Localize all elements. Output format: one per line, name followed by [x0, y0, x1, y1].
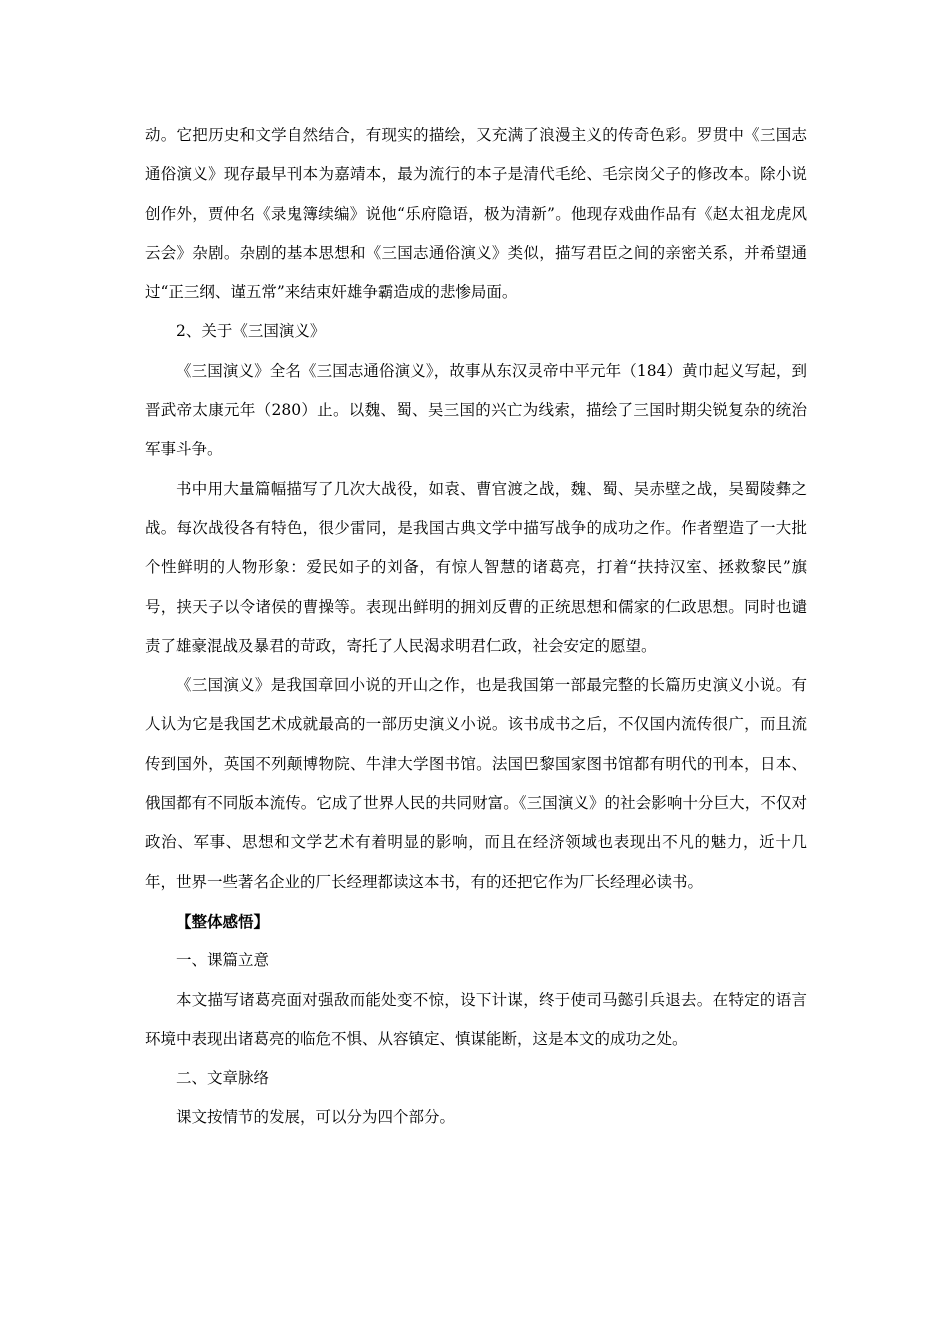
sanguo-battles-paragraph: 书中用大量篇幅描写了几次大战役，如袁、曹官渡之战，魏、蜀、吴赤壁之战，吴蜀陵彝之战。每次战役各有特色，很少雷同，是我国古典文学中描写战争的成功之作。作者塑造了一大批个性鲜明的人物形象：爱民如子的刘备，有惊人智慧的诸葛亮，打着“扶持汉室、拯救黎民”旗号，挟天子以令诸侯的曹操等。表现出鲜明的拥刘反曹的正统思想和儒家的仁政思想。同时也谴责了雄豪混战及暴君的苛政，寄托了人民渴求明君仁政，社会安定的愿望。	[145, 479, 807, 655]
section-heading-about-sanguo: 2、关于《三国演义》	[176, 322, 326, 341]
structure-paragraph: 课文按情节的发展，可以分为四个部分。	[176, 1108, 456, 1127]
overall-perception-heading: 【整体感悟】	[176, 911, 270, 931]
document-page	[145, 116, 807, 1138]
sanguo-summary-paragraph: 《三国演义》全名《三国志通俗演义》，故事从东汉灵帝中平元年（184）黄巾起义写起，到晋武帝太康元年（280）止。以魏、蜀、吴三国的兴亡为线索，描绘了三国时期尖锐复杂的统治军事斗争。	[145, 361, 807, 459]
theme-paragraph: 本文描写诸葛亮面对强敌而能处变不惊，设下计谋，终于使司马懿引兵退去。在特定的语言环境中表现出诸葛亮的临危不惧、从容镇定、慎谋能断，这是本文的成功之处。	[145, 990, 807, 1048]
sanguo-influence-paragraph: 《三国演义》是我国章回小说的开山之作，也是我国第一部最完整的长篇历史演义小说。有人认为它是我国艺术成就最高的一部历史演义小说。该书成书之后，不仅国内流传很广，而且流传到国外，英国不列颠博物院、牛津大学图书馆。法国巴黎国家图书馆都有明代的刊本，日本、俄国都有不同版本流传。它成了世界人民的共同财富。《三国演义》的社会影响十分巨大，不仅对政治、军事、思想和文学艺术有着明显的影响，而且在经济领域也表现出不凡的魅力，近十几年，世界一些著名企业的厂长经理都读这本书，有的还把它作为厂长经理必读书。	[145, 676, 807, 891]
theme-subheading: 一、课篇立意	[176, 951, 270, 970]
structure-subheading: 二、文章脉络	[176, 1069, 270, 1088]
intro-continuation-paragraph: 动。它把历史和文学自然结合，有现实的描绘，又充满了浪漫主义的传奇色彩。罗贯中《三国志通俗演义》现存最早刊本为嘉靖本，最为流行的本子是清代毛纶、毛宗岗父子的修改本。除小说创作外，贾仲名《录鬼簿续编》说他“乐府隐语，极为清新”。他现存戏曲作品有《赵太祖龙虎风云会》杂剧。杂剧的基本思想和《三国志通俗演义》类似，描写君臣之间的亲密关系，并希望通过“正三纲、谨五常”来结束奸雄争霸造成的悲惨局面。	[145, 126, 807, 302]
